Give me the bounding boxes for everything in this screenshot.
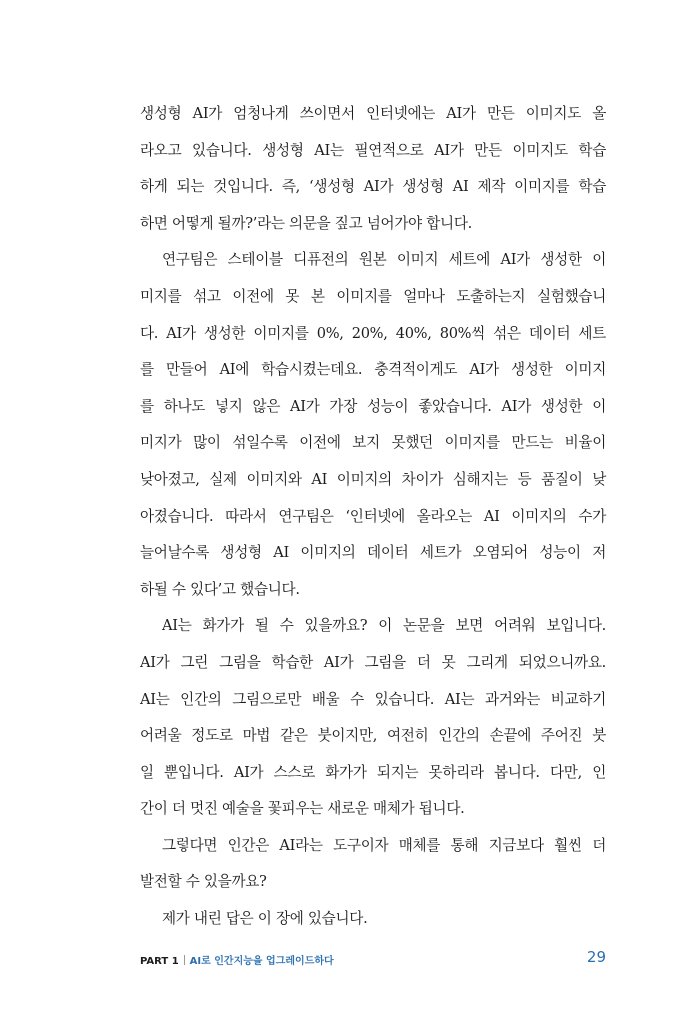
text-line: 미지를 섞고 이전에 못 본 이미지를 얼마나 도출하는지 실험했습니 (140, 287, 606, 305)
text-line: 를 만들어 AI에 학습시켰는데요. 충격적이게도 AI가 생성한 이미지 (140, 361, 606, 379)
text-line: 연구팀은 스테이블 디퓨전의 원본 이미지 세트에 AI가 생성한 이 (162, 251, 606, 269)
text-line: 다. AI가 생성한 이미지를 0%, 20%, 40%, 80%씩 섞은 데이터 세트 (140, 324, 606, 342)
text-line: 늘어날수록 생성형 AI 이미지의 데이터 세트가 오염되어 성능이 저 (140, 544, 606, 562)
text-line: 간이 더 멋진 예술을 꽃피우는 새로운 매체가 됩니다. (140, 800, 465, 818)
text-line: 미지가 많이 섞일수록 이전에 보지 못했던 이미지를 만드는 비율이 (140, 434, 606, 452)
text-line: 제가 내린 답은 이 장에 있습니다. (162, 910, 368, 928)
page-footer (140, 948, 606, 970)
footer-divider (184, 955, 185, 965)
running-footer (140, 952, 334, 967)
text-line: AI는 인간의 그림으로만 배울 수 있습니다. AI는 과거와는 비교하기 (140, 690, 606, 708)
text-line: 발전할 수 있을까요? (140, 873, 267, 891)
text-line: 낮아졌고, 실제 이미지와 AI 이미지의 차이가 심해지는 등 품질이 낮 (140, 470, 606, 488)
text-line: AI는 화가가 될 수 있을까요? 이 논문을 보면 어려워 보입니다. (162, 617, 606, 635)
text-line: 를 하나도 넣지 않은 AI가 가장 성능이 좋았습니다. AI가 생성한 이 (140, 397, 606, 415)
page-number: 29 (586, 948, 606, 966)
text-line: 하될 수 있다’고 했습니다. (140, 580, 300, 598)
text-line: 라오고 있습니다. 생성형 AI는 필연적으로 AI가 만든 이미지도 학습 (140, 141, 606, 159)
text-line: 어려울 정도로 마법 같은 붓이지만, 여전히 인간의 손끝에 주어진 붓 (140, 727, 606, 745)
body-text (140, 96, 606, 938)
text-line: 그렇다면 인간은 AI라는 도구이자 매체를 통해 지금보다 훨씬 더 (162, 836, 606, 854)
text-line: AI가 그린 그림을 학습한 AI가 그림을 더 못 그리게 되었으니까요. (140, 653, 606, 671)
text-line: 하면 어떻게 될까?’라는 의문을 짚고 넘어가야 합니다. (140, 214, 472, 232)
part-label: PART 1 (140, 956, 179, 967)
text-line: 하게 되는 것입니다. 즉, ‘생성형 AI가 생성형 AI 제작 이미지를 학습 (140, 178, 606, 196)
section-title: AI로 인간지능을 업그레이드하다 (189, 956, 334, 967)
text-line: 일 뿐입니다. AI가 스스로 화가가 되지는 못하리라 봅니다. 다만, 인 (140, 763, 606, 781)
text-line: 생성형 AI가 엄청나게 쓰이면서 인터넷에는 AI가 만든 이미지도 올 (140, 105, 606, 122)
text-line: 아졌습니다. 따라서 연구팀은 ‘인터넷에 올라오는 AI 이미지의 수가 (140, 507, 606, 525)
